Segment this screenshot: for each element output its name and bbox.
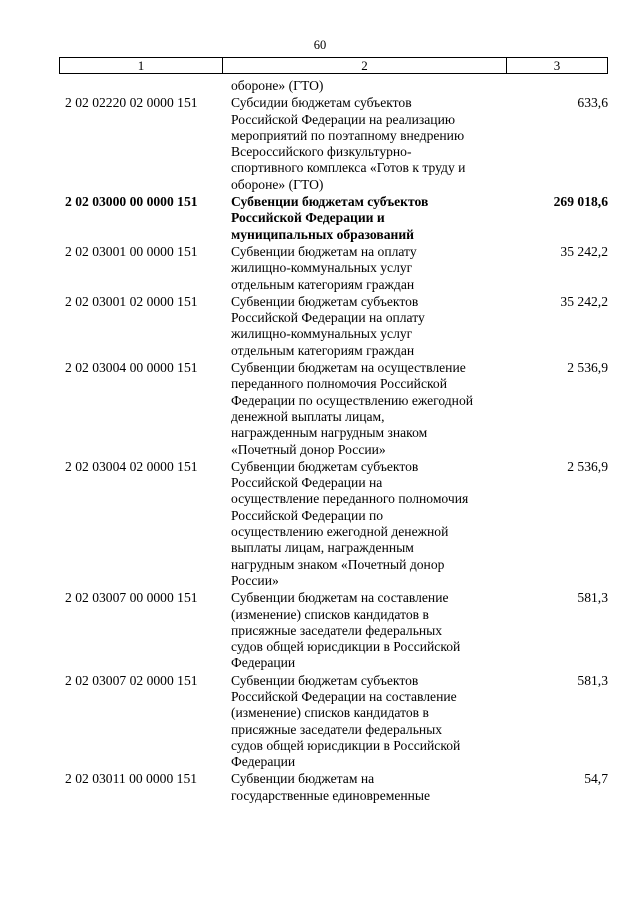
row-name: Субвенции бюджетам на оплату жилищно-коммунальных услуг отдельным категориям граждан bbox=[231, 243, 417, 292]
table-row bbox=[59, 294, 608, 359]
row-name: Субсидии бюджетам субъектов Российской Федерации на реализацию мероприятий по поэтапному внедрению Всероссийского физкультурно- спортивного комплекса «Готов к труду и обороне» (ГТО) bbox=[231, 95, 466, 192]
table-row bbox=[59, 194, 608, 243]
row-code: 2 02 03007 00 0000 151 bbox=[65, 590, 198, 606]
row-amount: 54,7 bbox=[584, 771, 608, 787]
row-code: 2 02 02220 02 0000 151 bbox=[65, 95, 198, 111]
row-name: обороне» (ГТО) bbox=[231, 78, 324, 93]
row-amount: 633,6 bbox=[577, 95, 608, 111]
table-row bbox=[59, 95, 608, 193]
row-amount: 35 242,2 bbox=[560, 243, 608, 259]
table-row bbox=[59, 244, 608, 293]
row-code: 2 02 03001 02 0000 151 bbox=[65, 293, 198, 309]
table-header bbox=[59, 57, 608, 74]
row-amount: 581,3 bbox=[577, 590, 608, 606]
row-amount: 269 018,6 bbox=[553, 194, 608, 210]
row-amount: 35 242,2 bbox=[560, 293, 608, 309]
row-code: 2 02 03004 02 0000 151 bbox=[65, 458, 198, 474]
row-amount: 2 536,9 bbox=[567, 360, 608, 376]
table-row bbox=[59, 459, 608, 589]
header-col-1: 1 bbox=[60, 58, 223, 73]
row-code: 2 02 03007 02 0000 151 bbox=[65, 672, 198, 688]
row-name: Субвенции бюджетам субъектов Российской Федерации на оплату жилищно-коммунальных услуг отдельным категориям граждан bbox=[231, 293, 425, 358]
table-row bbox=[59, 78, 608, 94]
header-col-3: 3 bbox=[553, 58, 561, 73]
row-code bbox=[59, 78, 231, 94]
row-amount bbox=[513, 78, 608, 94]
table-row bbox=[59, 673, 608, 771]
row-name: Субвенции бюджетам на осуществление переданного полномочия Российской Федерации по осуществлению ежегодной денежной выплаты лицам, награжденным нагрудным знаком «Почетный донор России» bbox=[231, 360, 474, 457]
table-body bbox=[59, 78, 608, 805]
row-name: Субвенции бюджетам субъектов Российской Федерации и муниципальных образований bbox=[231, 194, 429, 242]
row-name: Субвенции бюджетам на составление (изменение) списков кандидатов в присяжные заседатели федеральных судов общей юрисдикции в Российской Федерации bbox=[231, 590, 461, 671]
row-amount: 581,3 bbox=[577, 672, 608, 688]
row-code: 2 02 03000 00 0000 151 bbox=[65, 194, 198, 210]
header-col-2: 2 bbox=[223, 58, 507, 73]
table-row bbox=[59, 360, 608, 458]
row-amount: 2 536,9 bbox=[567, 458, 608, 474]
row-code: 2 02 03004 00 0000 151 bbox=[65, 360, 198, 376]
row-name: Субвенции бюджетам субъектов Российской Федерации на осуществление переданного полномочия Российской Федерации по осуществлению ежегодной денежной выплаты лицам, награжденным нагрудным знаком «Почетный донор России» bbox=[231, 458, 469, 588]
table-row bbox=[59, 590, 608, 671]
table-row bbox=[59, 771, 608, 804]
row-name: Субвенции бюджетам на государственные единовременные bbox=[231, 771, 431, 803]
row-name: Субвенции бюджетам субъектов Российской Федерации на составление (изменение) списков кандидатов в присяжные заседатели федеральных судов общей юрисдикции в Российской Федерации bbox=[231, 672, 461, 770]
row-code: 2 02 03001 00 0000 151 bbox=[65, 243, 198, 259]
row-code: 2 02 03011 00 0000 151 bbox=[65, 771, 198, 787]
page-number: 60 bbox=[313, 38, 327, 52]
